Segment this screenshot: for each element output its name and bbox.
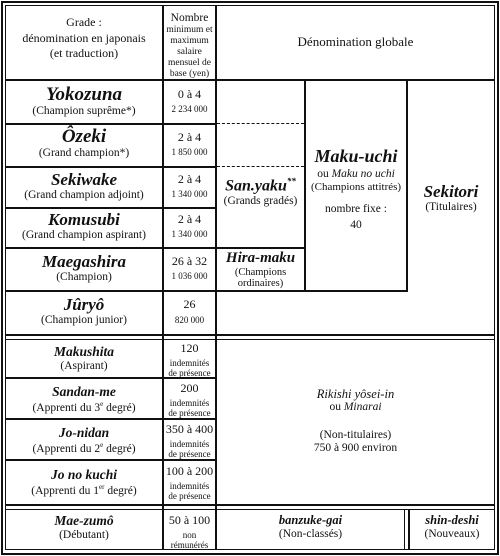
salary-juryo xyxy=(164,298,215,325)
rank-name: Mae-zumô xyxy=(54,513,114,528)
mae-zumo-divider-a xyxy=(404,510,405,550)
group-rikishi-translation: (Non-titulaires) xyxy=(319,428,392,441)
rank-ozeki xyxy=(6,127,162,160)
header-salary xyxy=(164,12,215,80)
frame-top-outer xyxy=(1,1,499,3)
group-makuuchi-name: Maku-uchi xyxy=(314,146,398,166)
rank-salary-line1: indemnités xyxy=(169,438,210,449)
rank-translation-post: degré) xyxy=(104,484,137,497)
group-hiramaku xyxy=(217,250,304,289)
salary-jonokuchi xyxy=(164,465,215,501)
rank-translation-post: degré) xyxy=(103,401,136,414)
rank-name: Yokozuna xyxy=(45,84,123,105)
salary-jonidan xyxy=(164,423,215,459)
rank-count: 200 xyxy=(180,381,199,395)
header-grade-line3: (et traduction) xyxy=(49,46,119,61)
rank-count: 0 à 4 xyxy=(177,87,202,101)
group-sekitori xyxy=(408,183,494,214)
rule-yokozuna xyxy=(5,123,216,125)
rank-name: Maegashira xyxy=(41,252,127,271)
rank-salary-line1: indemnités xyxy=(169,480,210,491)
rule-juryo-double-b xyxy=(5,339,495,340)
header-global: Dénomination globale xyxy=(297,34,414,49)
rank-name: Jo-nidan xyxy=(58,425,110,440)
group-banzuke-name: banzuke-gai xyxy=(278,513,343,527)
rank-translation-post: degré) xyxy=(103,442,136,455)
header-grade-line2: dénomination en japonais xyxy=(22,30,146,45)
rank-salary-line2: de présence xyxy=(168,449,211,460)
group-makuuchi-ou: ou xyxy=(317,167,329,180)
rank-komusubi xyxy=(6,211,162,242)
rank-salary: 2 234 000 xyxy=(171,103,208,114)
rank-translation: (Débutant) xyxy=(59,528,109,541)
rank-name: Sekiwake xyxy=(50,170,118,189)
group-hiramaku-name: Hira-maku xyxy=(225,250,296,266)
rank-translation xyxy=(6,483,162,498)
rank-translation xyxy=(6,400,162,415)
group-makuuchi-count: 40 xyxy=(350,218,362,231)
header-grade xyxy=(6,15,162,62)
rank-salary-line1: indemnités xyxy=(169,397,210,408)
group-sanyaku-label: San.yaku xyxy=(225,177,287,195)
frame-right-inner xyxy=(494,5,495,550)
rank-translation: (Champion junior) xyxy=(41,313,127,326)
group-rikishi-name: Rikishi yôsei-in xyxy=(316,387,395,401)
rank-salary: 1 850 000 xyxy=(171,146,208,157)
rank-salary-line1: indemnités xyxy=(169,357,210,368)
header-salary-line5: mensuel de xyxy=(167,57,211,68)
group-rikishi-alt-name: Minarai xyxy=(343,401,382,414)
salary-makushita xyxy=(164,342,215,378)
rank-count: 50 à 100 xyxy=(168,513,211,527)
group-rikishi-alt xyxy=(217,401,494,414)
rank-name: Makushita xyxy=(53,344,115,359)
rank-makushita xyxy=(6,345,162,373)
rank-salary: 1 340 000 xyxy=(171,228,208,239)
dashed-rule-ozeki xyxy=(217,166,304,167)
rule-komusubi xyxy=(5,247,216,249)
frame-bottom-inner xyxy=(5,549,495,550)
rank-salary: 1 340 000 xyxy=(171,188,208,199)
rank-translation-pre: (Apprenti du 3 xyxy=(32,401,101,414)
rank-maegashira xyxy=(6,253,162,284)
rank-count: 350 à 400 xyxy=(165,422,214,436)
rank-name: Komusubi xyxy=(48,210,120,229)
rank-translation: (Champion suprême*) xyxy=(32,104,136,117)
rule-sekiwake xyxy=(5,207,216,209)
group-makuuchi-translation: (Champions attitrés) xyxy=(310,181,402,194)
rank-translation xyxy=(6,441,162,456)
rank-translation: (Grand champion aspirant) xyxy=(22,228,146,241)
rank-salary-line2: de présence xyxy=(168,368,211,379)
rank-name: Jûryô xyxy=(63,295,105,314)
rank-jonokuchi xyxy=(6,468,162,498)
hiramaku-box-top xyxy=(216,247,306,249)
group-makuuchi-alt xyxy=(306,168,406,181)
makuuchi-box-bottom xyxy=(216,290,408,292)
rank-count: 100 à 200 xyxy=(165,464,214,478)
rank-translation-sup: e xyxy=(100,440,104,449)
header-salary-line6: base (yen) xyxy=(169,68,210,79)
group-banzuke-translation: (Non-classés) xyxy=(278,527,343,540)
group-shindeshi-translation: (Nouveaux) xyxy=(424,527,480,540)
rank-translation: (Champion) xyxy=(56,270,112,283)
group-rikishi xyxy=(217,387,494,455)
rank-translation: (Grand champion adjoint) xyxy=(24,188,144,201)
header-salary-line2: minimum et xyxy=(166,25,213,36)
group-rikishi-ou: ou xyxy=(329,401,341,414)
frame-right-outer xyxy=(497,1,499,555)
rank-sekiwake xyxy=(6,171,162,202)
rank-translation-pre: (Apprenti du 2 xyxy=(32,442,101,455)
rule-header xyxy=(5,79,495,81)
salary-yokozuna xyxy=(164,88,215,114)
frame-bottom-outer xyxy=(1,553,499,555)
group-sekitori-name: Sekitori xyxy=(423,182,479,201)
rank-translation-pre: (Apprenti du 1 xyxy=(31,484,99,497)
rank-name: Sandan-me xyxy=(52,384,116,399)
rule-juryo-double-a xyxy=(5,334,495,336)
salary-sekiwake xyxy=(164,173,215,199)
salary-ozeki xyxy=(164,131,215,157)
salary-maegashira xyxy=(164,255,215,281)
salary-maezumo xyxy=(164,514,215,550)
group-banzuke xyxy=(217,514,404,541)
group-shindeshi xyxy=(410,514,494,541)
rank-sandanme xyxy=(6,385,162,415)
group-makuuchi-alt-name: Maku no uchi xyxy=(331,167,395,180)
rank-salary-line1: non rémunérés xyxy=(170,529,209,551)
rule-bottom-double-a xyxy=(5,504,495,506)
rank-yokozuna xyxy=(6,85,162,118)
salary-sandanme xyxy=(164,382,215,418)
group-sanyaku xyxy=(217,177,304,208)
group-makuuchi xyxy=(306,147,406,232)
group-rikishi-count: 750 à 900 environ xyxy=(313,441,398,454)
rank-salary: 1 036 000 xyxy=(171,270,208,281)
frame-left-outer xyxy=(1,1,3,555)
rank-salary: 820 000 xyxy=(174,314,205,325)
rank-maezumo xyxy=(6,514,162,542)
rank-count: 2 à 4 xyxy=(177,212,202,226)
header-salary-line4: salaire xyxy=(177,47,202,58)
rank-count: 120 xyxy=(180,341,199,355)
group-shindeshi-name: shin-deshi xyxy=(425,513,479,527)
rule-bottom-double-b xyxy=(5,509,495,510)
frame-top-inner xyxy=(5,5,495,6)
rank-translation-sup: e xyxy=(100,399,104,408)
salary-komusubi xyxy=(164,213,215,239)
group-sanyaku-name xyxy=(217,177,304,195)
rule-maegashira xyxy=(5,290,216,292)
rank-jonidan xyxy=(6,426,162,456)
rank-count: 2 à 4 xyxy=(177,172,202,186)
rank-salary-line2: de présence xyxy=(168,491,211,502)
group-sanyaku-star: ** xyxy=(286,176,296,186)
rule-ozeki xyxy=(5,166,216,168)
header-salary-line1: Nombre xyxy=(170,12,209,24)
rank-translation: (Grand champion*) xyxy=(38,146,130,159)
header-grade-line1: Grade : xyxy=(66,15,102,29)
rank-name: Ôzeki xyxy=(61,126,107,147)
rank-count: 26 xyxy=(183,297,196,311)
rank-translation: (Aspirant) xyxy=(60,359,108,372)
group-makuuchi-fixed: nombre fixe : xyxy=(325,202,387,215)
rank-count: 26 à 32 xyxy=(171,254,208,268)
rank-count: 2 à 4 xyxy=(177,130,202,144)
rank-juryo xyxy=(6,296,162,327)
group-hiramaku-line2: ordinaires) xyxy=(237,277,284,289)
rank-salary-line2: de présence xyxy=(168,408,211,419)
header-salary-line3: maximum xyxy=(170,36,209,47)
rank-name: Jo no kuchi xyxy=(50,467,118,482)
dashed-rule-yokozuna xyxy=(217,123,304,124)
rank-translation-sup: er xyxy=(99,482,105,491)
group-sekitori-translation: (Titulaires) xyxy=(425,200,477,213)
group-hiramaku-line1: (Champions xyxy=(234,266,287,278)
group-sanyaku-translation: (Grands gradés) xyxy=(223,195,298,208)
